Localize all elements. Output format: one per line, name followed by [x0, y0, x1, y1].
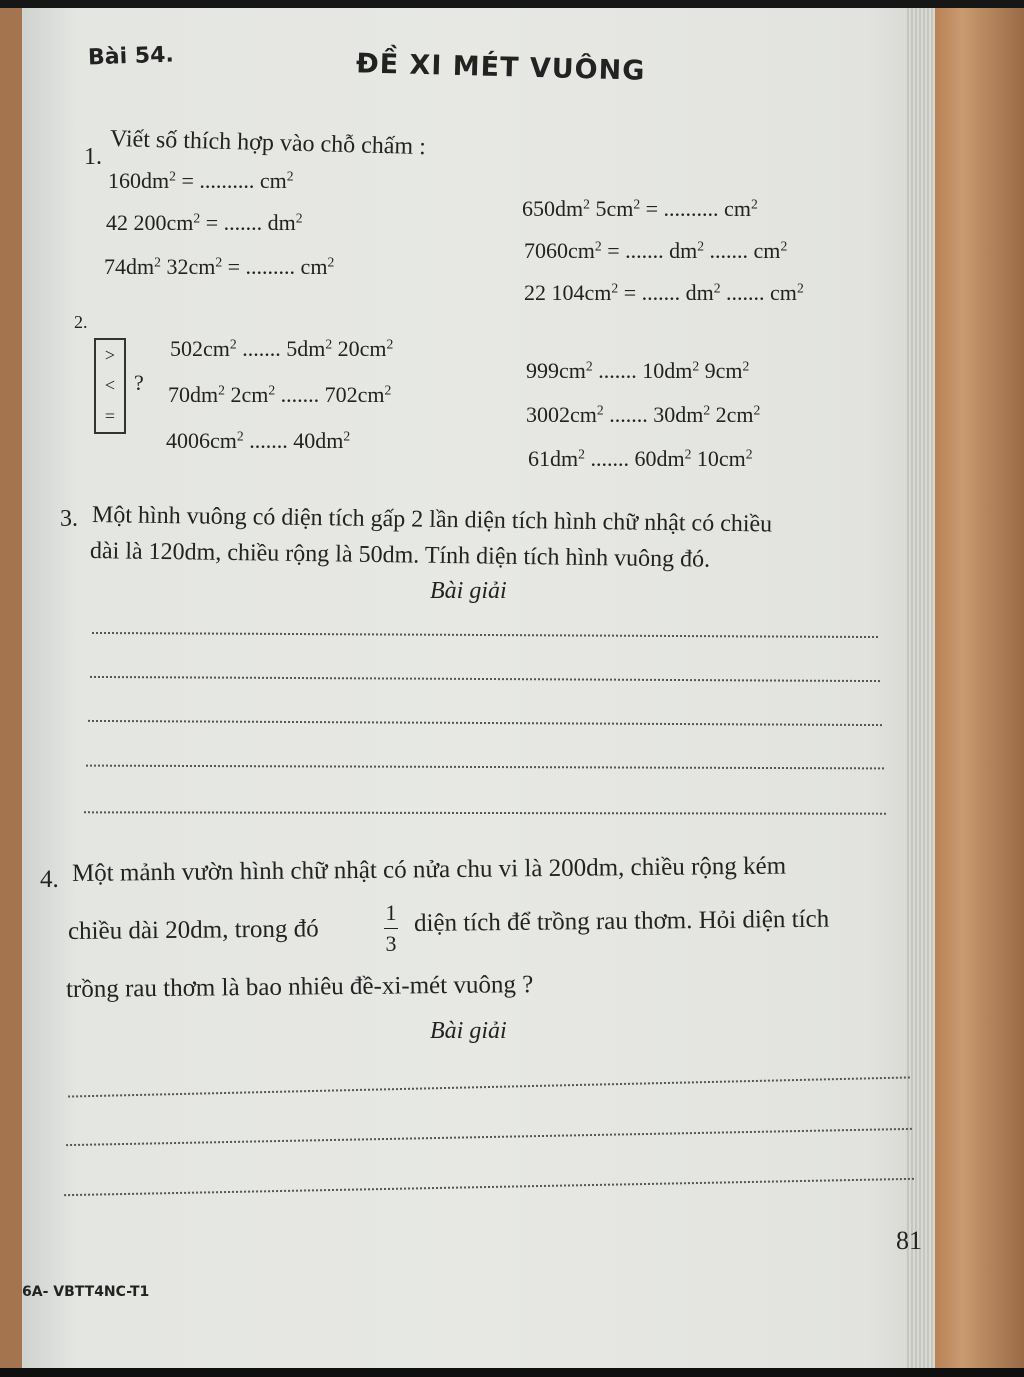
fraction-denominator: 3: [385, 931, 397, 956]
q1-left-row-1: $160dm^2$ = .......... $cm^2$: [108, 168, 294, 193]
one-third-fraction: [384, 900, 398, 957]
q4-text-line-2a: chiều dài 20dm, trong đó: [67, 915, 319, 945]
q1-right-row-1: $650dm^2$ $5cm^2$ = .......... $cm^2$: [522, 196, 758, 221]
book-code: 6A- VBTT4NC-T1: [22, 1284, 150, 1300]
less-than-symbol: <: [104, 375, 116, 396]
q2-number: 2.: [74, 312, 88, 332]
q1-left-row-2: 42 $200cm^2$ = ....... $dm^2$: [106, 210, 303, 235]
q1-prompt: Viết số thích hợp vào chỗ chấm :: [109, 125, 427, 161]
q1-left-row-3: $74dm^2$ $32cm^2$ = ......... $cm^2$: [104, 254, 335, 279]
comparison-symbols-box: [94, 338, 126, 434]
book-cover-right: [935, 8, 1024, 1377]
q3-text-line-1: Một hình vuông có diện tích gấp 2 lần diện tích hình chữ nhật có chiều: [91, 502, 773, 538]
greater-than-symbol: >: [104, 344, 116, 365]
q4-text-line-3: trồng rau thơm là bao nhiêu đề-xi-mét vuông ?: [65, 971, 534, 1003]
fraction-numerator: 1: [385, 900, 397, 925]
top-border: [0, 0, 1024, 8]
q2-right-row-3: $61dm^2$ ....... $60dm^2$ $10cm^2$: [528, 446, 753, 471]
q2-left-row-3: $4006cm^2$ ....... $40dm^2$: [166, 428, 351, 453]
q2-left-row-1: $502cm^2$ ....... $5dm^2$ $20cm^2$: [170, 336, 394, 361]
equals-symbol: =: [104, 406, 116, 427]
q4-solution-label: Bài giải: [430, 1018, 507, 1044]
q4-number: 4.: [40, 866, 59, 893]
page-title: ĐỀ XI MÉT VUÔNG: [355, 48, 646, 87]
lesson-number: Bài 54.: [87, 42, 175, 71]
q4-text-line-1: Một mảnh vườn hình chữ nhật có nửa chu vi là 200dm, chiều rộng kém: [71, 852, 787, 887]
q2-question-mark: ?: [134, 370, 144, 395]
page-stack-edge: [905, 8, 935, 1368]
q3-solution-label: Bài giải: [430, 578, 507, 604]
bottom-border: [0, 1368, 1024, 1377]
q1-right-row-2: $7060cm^2$ = ....... $dm^2$ ....... $cm^2$: [524, 238, 788, 263]
q2-left-row-2: $70dm^2$ $2cm^2$ ....... $702cm^2$: [168, 382, 392, 407]
q3-text-line-2: dài là 120dm, chiều rộng là 50dm. Tính diện tích hình vuông đó.: [89, 538, 711, 573]
q4-text-line-2b: diện tích để trồng rau thơm. Hỏi diện tích: [413, 905, 830, 937]
q1-number: 1.: [84, 144, 102, 170]
q2-right-row-2: $3002cm^2$ ....... $30dm^2$ $2cm^2$: [526, 402, 761, 427]
q2-right-row-1: $999cm^2$ ....... $10dm^2$ $9cm^2$: [526, 358, 750, 383]
fraction-bar: [384, 928, 398, 929]
q1-right-row-3: 22 $104cm^2$ = ....... $dm^2$ ....... $cm^2$: [524, 280, 804, 305]
page-number: 81: [896, 1226, 922, 1255]
q3-number: 3.: [60, 506, 78, 532]
book-cover-left: [0, 8, 22, 1377]
